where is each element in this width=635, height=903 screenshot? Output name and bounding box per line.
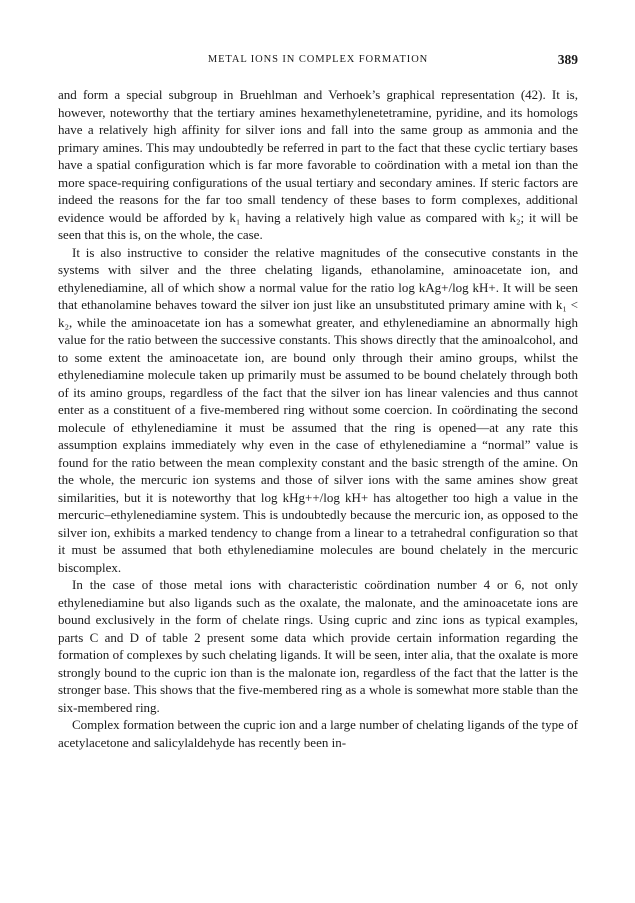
- page-number: 389: [557, 52, 578, 67]
- page: [58, 52, 578, 751]
- body-text: [58, 86, 578, 751]
- running-head: [58, 52, 578, 72]
- paragraph-2: It is also instructive to consider the relative magnitudes of the consecutive constants in the systems with silver and the three chelating ligands, ethanolamine, aminoacetate ion, and ethylenediamine, all of which show a normal value for the ratio log kAg+/log kH+. It will be seen that ethanolamine behaves toward the silver ion just like an unsubstituted primary amine with k₁ < k₂, while the aminoacetate ion has a somewhat greater, and ethylenediamine an abnormally high value for the ratio between the successive constants. This shows directly that the aminoalcohol, and to some extent the aminoacetate ion, are bound only through their amino groups, whilst the ethylenediamine molecule taken up primarily must be assumed to be bound chelately through both of its amino groups, regardless of the fact that the silver ion has linear valencies and thus cannot enter as a constituent of a five-membered ring without some coercion. In coördinating the second molecule of ethylenediamine it must be assumed that the ring is opened—at any rate this assumption explains immediately why even in the case of ethylenediamine a “normal” value is found for the ratio between the mean complexity constant and the basic strength of the amine. On the whole, the mercuric ion systems and those of silver ions with the same amines show great similarities, but it is noteworthy that log kHg++/log kH+ has altogether too high a value in the mercuric–ethylenediamine system. This is undoubtedly because the mercuric ion, as opposed to the silver ion, exhibits a marked tendency to change from a linear to a tetrahedral configuration so that it must be assumed that both ethylenediamine molecules are bound chelately in the mercuric biscomplex.: [58, 244, 578, 575]
- running-title: METAL IONS IN COMPLEX FORMATION: [207, 54, 429, 65]
- paragraph-4: Complex formation between the cupric ion and a large number of chelating ligands of the type of acetylacetone and salicylaldehyde has recently been in-: [58, 717, 578, 750]
- paragraph-1: and form a special subgroup in Bruehlman and Verhoek’s graphical representation (42). It is, however, noteworthy that the tertiary amines hexamethylenetetramine, pyridine, and its homologs have a relatively high affinity for silver ions and fall into the same group as ammonia and the primary amines. This may undoubtedly be referred in part to the fact that these cyclic tertiary bases have a spatial configuration which is far more favorable to coördination with a metal ion than the more space-requiring configurations of the usual tertiary and secondary amines. If steric factors are indeed the reasons for the far too small tendency of these bases to form complexes, additional evidence would be afforded by k₁ having a relatively high value as compared with k₂; it will be seen that this is, on the whole, the case.: [58, 87, 578, 242]
- paragraph-3: In the case of those metal ions with characteristic coördination number 4 or 6, not only ethylenediamine but also ligands such as the oxalate, the malonate, and the aminoacetate ions are bound exclusively in the form of chelate rings. Using cupric and zinc ions as typical examples, parts C and D of table 2 present some data which provide certain information regarding the formation of complexes by such chelating ligands. It will be seen, inter alia, that the oxalate is more strongly bound to the cupric ion than is the malonate ion, regardless of the fact that the latter is the stronger base. This shows that the five-membered ring as a whole is somewhat more stable than the six-membered ring.: [58, 577, 578, 715]
